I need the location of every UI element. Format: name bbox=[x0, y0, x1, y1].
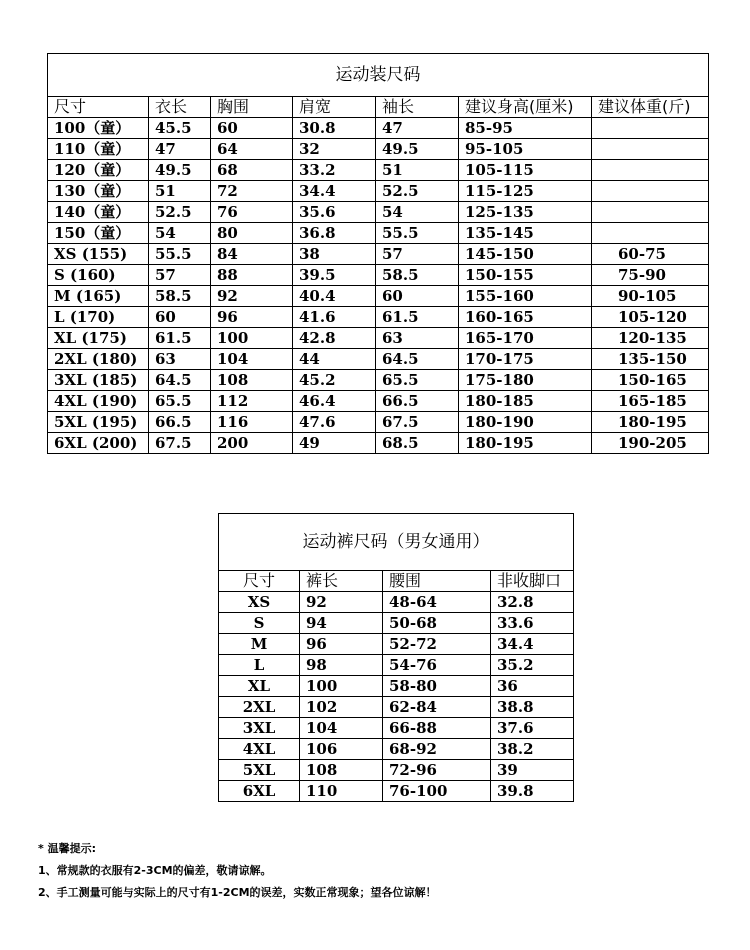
sport-cell: 92 bbox=[211, 286, 293, 307]
sport-cell: 47 bbox=[149, 139, 211, 160]
sport-cell: 35.6 bbox=[293, 202, 376, 223]
tips-heading: * 温馨提示: bbox=[38, 842, 96, 855]
pants-size-table bbox=[218, 513, 574, 802]
sport-cell: 76 bbox=[211, 202, 293, 223]
sport-cell: 150-155 bbox=[459, 265, 592, 286]
sport-header-4: 袖长 bbox=[376, 97, 459, 118]
pants-table-title: 运动裤尺码（男女通用） bbox=[219, 514, 574, 571]
pants-cell: 72-96 bbox=[383, 760, 491, 781]
sport-header-2: 胸围 bbox=[211, 97, 293, 118]
sport-cell: 45.2 bbox=[293, 370, 376, 391]
sport-cell: 49.5 bbox=[376, 139, 459, 160]
sport-cell: S (160) bbox=[48, 265, 149, 286]
sport-cell: 63 bbox=[149, 349, 211, 370]
sport-cell: 61.5 bbox=[376, 307, 459, 328]
sport-cell: 36.8 bbox=[293, 223, 376, 244]
pants-cell: M bbox=[219, 634, 300, 655]
table-row bbox=[219, 634, 574, 655]
table-row bbox=[219, 655, 574, 676]
sport-cell: 6XL (200) bbox=[48, 433, 149, 454]
sport-cell: 64.5 bbox=[376, 349, 459, 370]
sport-cell: 72 bbox=[211, 181, 293, 202]
sport-cell: 52.5 bbox=[376, 181, 459, 202]
sport-cell: 120（童） bbox=[48, 160, 149, 181]
sport-cell: 75-90 bbox=[592, 265, 709, 286]
sport-cell: 54 bbox=[376, 202, 459, 223]
sport-cell: 49 bbox=[293, 433, 376, 454]
sport-cell: 51 bbox=[376, 160, 459, 181]
sport-cell: 180-190 bbox=[459, 412, 592, 433]
sport-cell: 165-170 bbox=[459, 328, 592, 349]
sport-cell: 60-75 bbox=[592, 244, 709, 265]
sport-cell: 180-195 bbox=[459, 433, 592, 454]
sport-cell: 165-185 bbox=[592, 391, 709, 412]
pants-cell: 110 bbox=[300, 781, 383, 802]
sport-cell: 112 bbox=[211, 391, 293, 412]
sport-cell: 135-150 bbox=[592, 349, 709, 370]
pants-cell: 38.2 bbox=[491, 739, 574, 760]
pants-cell: 36 bbox=[491, 676, 574, 697]
sport-cell: 190-205 bbox=[592, 433, 709, 454]
sport-cell: 33.2 bbox=[293, 160, 376, 181]
sport-cell: 116 bbox=[211, 412, 293, 433]
sport-cell: 66.5 bbox=[376, 391, 459, 412]
pants-cell: 98 bbox=[300, 655, 383, 676]
pants-cell: 68-92 bbox=[383, 739, 491, 760]
sport-cell: 140（童） bbox=[48, 202, 149, 223]
pants-cell: XL bbox=[219, 676, 300, 697]
sport-cell: 4XL (190) bbox=[48, 391, 149, 412]
sport-cell: 150（童） bbox=[48, 223, 149, 244]
tips-notes bbox=[38, 838, 437, 904]
sport-cell: 57 bbox=[149, 265, 211, 286]
table-row bbox=[48, 139, 709, 160]
sport-cell: 41.6 bbox=[293, 307, 376, 328]
sport-cell: 60 bbox=[211, 118, 293, 139]
sport-cell: 54 bbox=[149, 223, 211, 244]
table-row bbox=[219, 676, 574, 697]
pants-cell: 100 bbox=[300, 676, 383, 697]
sport-cell: 2XL (180) bbox=[48, 349, 149, 370]
sport-cell: 175-180 bbox=[459, 370, 592, 391]
sport-cell: 108 bbox=[211, 370, 293, 391]
pants-cell: 39.8 bbox=[491, 781, 574, 802]
pants-cell: 39 bbox=[491, 760, 574, 781]
pants-cell: 66-88 bbox=[383, 718, 491, 739]
sportswear-table-title: 运动装尺码 bbox=[48, 54, 709, 97]
pants-header-3: 非收脚口 bbox=[491, 571, 574, 592]
sport-cell: 61.5 bbox=[149, 328, 211, 349]
table-row bbox=[48, 244, 709, 265]
sport-cell: 3XL (185) bbox=[48, 370, 149, 391]
table-row bbox=[48, 391, 709, 412]
pants-cell: 94 bbox=[300, 613, 383, 634]
sport-cell: 57 bbox=[376, 244, 459, 265]
sport-header-3: 肩宽 bbox=[293, 97, 376, 118]
sport-cell: 150-165 bbox=[592, 370, 709, 391]
pants-header-1: 裤长 bbox=[300, 571, 383, 592]
sport-cell: 104 bbox=[211, 349, 293, 370]
sport-cell: 80 bbox=[211, 223, 293, 244]
sport-cell: 44 bbox=[293, 349, 376, 370]
table-row bbox=[219, 718, 574, 739]
sport-header-0: 尺寸 bbox=[48, 97, 149, 118]
sport-cell: 51 bbox=[149, 181, 211, 202]
pants-cell: 48-64 bbox=[383, 592, 491, 613]
sport-cell: 125-135 bbox=[459, 202, 592, 223]
pants-cell: 58-80 bbox=[383, 676, 491, 697]
sport-cell: 60 bbox=[376, 286, 459, 307]
sport-cell: 115-125 bbox=[459, 181, 592, 202]
sport-cell: 63 bbox=[376, 328, 459, 349]
sport-cell: L (170) bbox=[48, 307, 149, 328]
sport-cell bbox=[592, 223, 709, 244]
table-row bbox=[219, 613, 574, 634]
pants-cell: 2XL bbox=[219, 697, 300, 718]
sport-cell bbox=[592, 202, 709, 223]
sport-cell bbox=[592, 160, 709, 181]
sport-cell: 65.5 bbox=[149, 391, 211, 412]
sport-cell: 49.5 bbox=[149, 160, 211, 181]
sport-header-5: 建议身高(厘米) bbox=[459, 97, 592, 118]
sport-cell: 135-145 bbox=[459, 223, 592, 244]
sport-cell: 180-195 bbox=[592, 412, 709, 433]
sport-cell: 84 bbox=[211, 244, 293, 265]
pants-cell: 4XL bbox=[219, 739, 300, 760]
table-row bbox=[48, 118, 709, 139]
sport-cell: 105-120 bbox=[592, 307, 709, 328]
sport-cell: XL (175) bbox=[48, 328, 149, 349]
sport-cell: M (165) bbox=[48, 286, 149, 307]
table-row bbox=[219, 760, 574, 781]
pants-cell: 38.8 bbox=[491, 697, 574, 718]
pants-cell: 37.6 bbox=[491, 718, 574, 739]
sport-cell: 90-105 bbox=[592, 286, 709, 307]
sport-cell: 120-135 bbox=[592, 328, 709, 349]
table-row bbox=[48, 307, 709, 328]
sport-cell: 110（童） bbox=[48, 139, 149, 160]
table-row bbox=[48, 412, 709, 433]
pants-cell: 104 bbox=[300, 718, 383, 739]
sport-cell: 67.5 bbox=[149, 433, 211, 454]
table-row bbox=[219, 697, 574, 718]
table-row bbox=[48, 223, 709, 244]
pants-cell: 6XL bbox=[219, 781, 300, 802]
table-row bbox=[48, 265, 709, 286]
sport-header-6: 建议体重(斤) bbox=[592, 97, 709, 118]
table-row bbox=[48, 370, 709, 391]
pants-header-2: 腰围 bbox=[383, 571, 491, 592]
sport-cell: 52.5 bbox=[149, 202, 211, 223]
sport-cell: 100（童） bbox=[48, 118, 149, 139]
sport-cell: 64.5 bbox=[149, 370, 211, 391]
pants-cell: 33.6 bbox=[491, 613, 574, 634]
sport-cell bbox=[592, 181, 709, 202]
pants-cell: 108 bbox=[300, 760, 383, 781]
pants-cell: 76-100 bbox=[383, 781, 491, 802]
sport-cell: 160-165 bbox=[459, 307, 592, 328]
sport-cell: 45.5 bbox=[149, 118, 211, 139]
pants-cell: 52-72 bbox=[383, 634, 491, 655]
pants-cell: 96 bbox=[300, 634, 383, 655]
table-row bbox=[219, 781, 574, 802]
sport-cell: 38 bbox=[293, 244, 376, 265]
pants-cell: 3XL bbox=[219, 718, 300, 739]
sport-cell: 34.4 bbox=[293, 181, 376, 202]
sport-cell: 130（童） bbox=[48, 181, 149, 202]
sport-cell: 95-105 bbox=[459, 139, 592, 160]
sportswear-size-table bbox=[47, 53, 709, 454]
sport-cell: 88 bbox=[211, 265, 293, 286]
sport-cell bbox=[592, 118, 709, 139]
pants-cell: 62-84 bbox=[383, 697, 491, 718]
sport-cell: 55.5 bbox=[376, 223, 459, 244]
sport-cell: 5XL (195) bbox=[48, 412, 149, 433]
sport-cell bbox=[592, 139, 709, 160]
sport-cell: 60 bbox=[149, 307, 211, 328]
sport-cell: 42.8 bbox=[293, 328, 376, 349]
pants-cell: 54-76 bbox=[383, 655, 491, 676]
pants-cell: 102 bbox=[300, 697, 383, 718]
sport-cell: 155-160 bbox=[459, 286, 592, 307]
sport-cell: 39.5 bbox=[293, 265, 376, 286]
sport-cell: 200 bbox=[211, 433, 293, 454]
pants-cell: S bbox=[219, 613, 300, 634]
table-row bbox=[48, 328, 709, 349]
sport-cell: 58.5 bbox=[149, 286, 211, 307]
table-row bbox=[219, 592, 574, 613]
sport-cell: 32 bbox=[293, 139, 376, 160]
sport-cell: 30.8 bbox=[293, 118, 376, 139]
table-row bbox=[48, 181, 709, 202]
pants-cell: L bbox=[219, 655, 300, 676]
sport-cell: 105-115 bbox=[459, 160, 592, 181]
pants-cell: 92 bbox=[300, 592, 383, 613]
table-row bbox=[48, 433, 709, 454]
sport-cell: 85-95 bbox=[459, 118, 592, 139]
pants-cell: 106 bbox=[300, 739, 383, 760]
pants-cell: 5XL bbox=[219, 760, 300, 781]
table-row bbox=[48, 202, 709, 223]
sport-cell: 65.5 bbox=[376, 370, 459, 391]
pants-cell: XS bbox=[219, 592, 300, 613]
sport-cell: 66.5 bbox=[149, 412, 211, 433]
table-row bbox=[48, 160, 709, 181]
pants-cell: 32.8 bbox=[491, 592, 574, 613]
sport-cell: 96 bbox=[211, 307, 293, 328]
sport-cell: 67.5 bbox=[376, 412, 459, 433]
pants-cell: 35.2 bbox=[491, 655, 574, 676]
sport-cell: 46.4 bbox=[293, 391, 376, 412]
sport-cell: 47.6 bbox=[293, 412, 376, 433]
sport-header-1: 衣长 bbox=[149, 97, 211, 118]
pants-cell: 50-68 bbox=[383, 613, 491, 634]
sport-cell: 68 bbox=[211, 160, 293, 181]
table-row bbox=[48, 286, 709, 307]
pants-cell: 34.4 bbox=[491, 634, 574, 655]
sport-cell: 100 bbox=[211, 328, 293, 349]
sport-cell: 55.5 bbox=[149, 244, 211, 265]
table-row bbox=[219, 739, 574, 760]
tips-line-2: 2、手工测量可能与实际上的尺寸有1-2CM的误差，实数正常现象；望各位谅解！ bbox=[38, 886, 437, 899]
sport-cell: 47 bbox=[376, 118, 459, 139]
table-row bbox=[48, 349, 709, 370]
tips-line-1: 1、常规款的衣服有2-3CM的偏差，敬请谅解。 bbox=[38, 864, 272, 877]
sport-cell: 64 bbox=[211, 139, 293, 160]
sport-cell: 58.5 bbox=[376, 265, 459, 286]
sport-cell: 145-150 bbox=[459, 244, 592, 265]
sport-cell: 180-185 bbox=[459, 391, 592, 412]
sport-cell: 40.4 bbox=[293, 286, 376, 307]
sport-cell: XS (155) bbox=[48, 244, 149, 265]
sport-cell: 170-175 bbox=[459, 349, 592, 370]
pants-header-0: 尺寸 bbox=[219, 571, 300, 592]
sport-cell: 68.5 bbox=[376, 433, 459, 454]
